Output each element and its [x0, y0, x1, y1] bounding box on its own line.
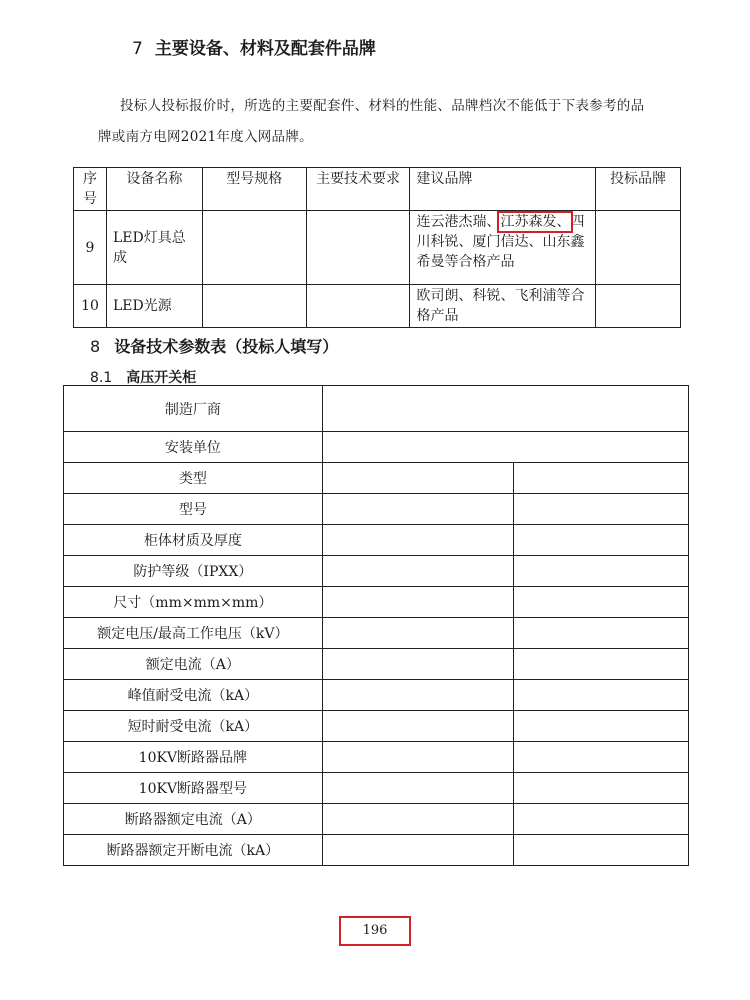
col-header-suggested: 建议品牌 — [410, 168, 596, 211]
param-value — [322, 556, 514, 587]
param-value-2 — [514, 463, 689, 494]
param-label: 额定电流（A） — [64, 649, 323, 680]
param-value — [322, 525, 514, 556]
param-value-2 — [514, 711, 689, 742]
param-value — [322, 618, 514, 649]
params-row — [64, 742, 689, 773]
row-device-name: LED光源 — [106, 285, 202, 328]
section-title: 设备技术参数表（投标人填写） — [114, 337, 339, 356]
suggested-brands-rest: 四川科锐、厦门信达、山东鑫希曼等合格产品 — [416, 214, 585, 270]
params-row — [64, 587, 689, 618]
section-8-heading — [90, 334, 338, 357]
col-header-index: 序号 — [74, 168, 107, 211]
row-suggested: 欧司朗、科锐、飞利浦等合格产品 — [410, 285, 596, 328]
param-value-2 — [514, 804, 689, 835]
params-row — [64, 804, 689, 835]
param-label: 安装单位 — [64, 432, 323, 463]
param-value — [322, 587, 514, 618]
params-row — [64, 525, 689, 556]
params-row — [64, 386, 689, 432]
section-8-1-heading — [90, 367, 196, 387]
row-index: 9 — [74, 211, 107, 285]
col-header-tech: 主要技术要求 — [306, 168, 410, 211]
params-row — [64, 649, 689, 680]
col-header-model: 型号规格 — [202, 168, 306, 211]
param-value-2 — [514, 680, 689, 711]
param-value-2 — [514, 494, 689, 525]
param-value-2 — [514, 742, 689, 773]
row-tech — [306, 211, 410, 285]
params-row — [64, 773, 689, 804]
param-label: 10KV断路器品牌 — [64, 742, 323, 773]
param-label: 制造厂商 — [64, 386, 323, 432]
param-label: 柜体材质及厚度 — [64, 525, 323, 556]
row-bid — [596, 285, 681, 328]
params-table — [63, 385, 689, 866]
intro-paragraph-line-1: 投标人投标报价时，所选的主要配套件、材料的性能、品牌档次不能低于下表参考的品 — [120, 98, 645, 114]
param-value — [322, 835, 514, 866]
row-model — [202, 211, 306, 285]
params-row — [64, 835, 689, 866]
param-label: 短时耐受电流（kA） — [64, 711, 323, 742]
param-value-2 — [514, 649, 689, 680]
param-value — [322, 386, 688, 432]
page-number: 196 — [339, 916, 411, 946]
section-title: 主要设备、材料及配套件品牌 — [154, 39, 376, 59]
row-bid — [596, 211, 681, 285]
params-row — [64, 463, 689, 494]
section-7-heading — [132, 34, 376, 59]
param-value — [322, 649, 514, 680]
row-tech — [306, 285, 410, 328]
row-device-name: LED灯具总成 — [106, 211, 202, 285]
col-header-bid: 投标品牌 — [596, 168, 681, 211]
brand-table — [73, 167, 681, 328]
section-number: 7 — [132, 39, 143, 59]
param-value — [322, 680, 514, 711]
param-value — [322, 742, 514, 773]
params-row — [64, 711, 689, 742]
params-row — [64, 618, 689, 649]
intro-paragraph-line-2: 牌或南方电网2021年度入网品牌。 — [98, 129, 313, 145]
params-row — [64, 432, 689, 463]
row-model — [202, 285, 306, 328]
brand-table-header — [74, 168, 681, 211]
params-row — [64, 556, 689, 587]
param-label: 防护等级（IPXX） — [64, 556, 323, 587]
section-title: 高压开关柜 — [126, 370, 197, 386]
section-number: 8 — [90, 337, 101, 356]
param-label: 10KV断路器型号 — [64, 773, 323, 804]
param-value — [322, 804, 514, 835]
params-row — [64, 680, 689, 711]
params-row — [64, 494, 689, 525]
brand-row — [74, 285, 681, 328]
param-value-2 — [514, 587, 689, 618]
row-index: 10 — [74, 285, 107, 328]
param-value — [322, 463, 514, 494]
param-label: 峰值耐受电流（kA） — [64, 680, 323, 711]
param-value-2 — [514, 773, 689, 804]
param-value — [322, 773, 514, 804]
param-value — [322, 432, 688, 463]
highlighted-brand: 江苏森发、 — [500, 214, 571, 230]
row-suggested — [410, 211, 596, 285]
param-label: 断路器额定电流（A） — [64, 804, 323, 835]
section-number: 8.1 — [90, 370, 113, 386]
brand-row — [74, 211, 681, 285]
param-label: 尺寸（mm×mm×mm） — [64, 587, 323, 618]
param-value-2 — [514, 525, 689, 556]
param-label: 额定电压/最高工作电压（kV） — [64, 618, 323, 649]
param-value — [322, 494, 514, 525]
param-value-2 — [514, 556, 689, 587]
param-value-2 — [514, 835, 689, 866]
param-label: 断路器额定开断电流（kA） — [64, 835, 323, 866]
param-value — [322, 711, 514, 742]
param-label: 类型 — [64, 463, 323, 494]
col-header-name: 设备名称 — [106, 168, 202, 211]
suggested-brands: 连云港杰瑞、 — [416, 214, 501, 230]
param-value-2 — [514, 618, 689, 649]
param-label: 型号 — [64, 494, 323, 525]
